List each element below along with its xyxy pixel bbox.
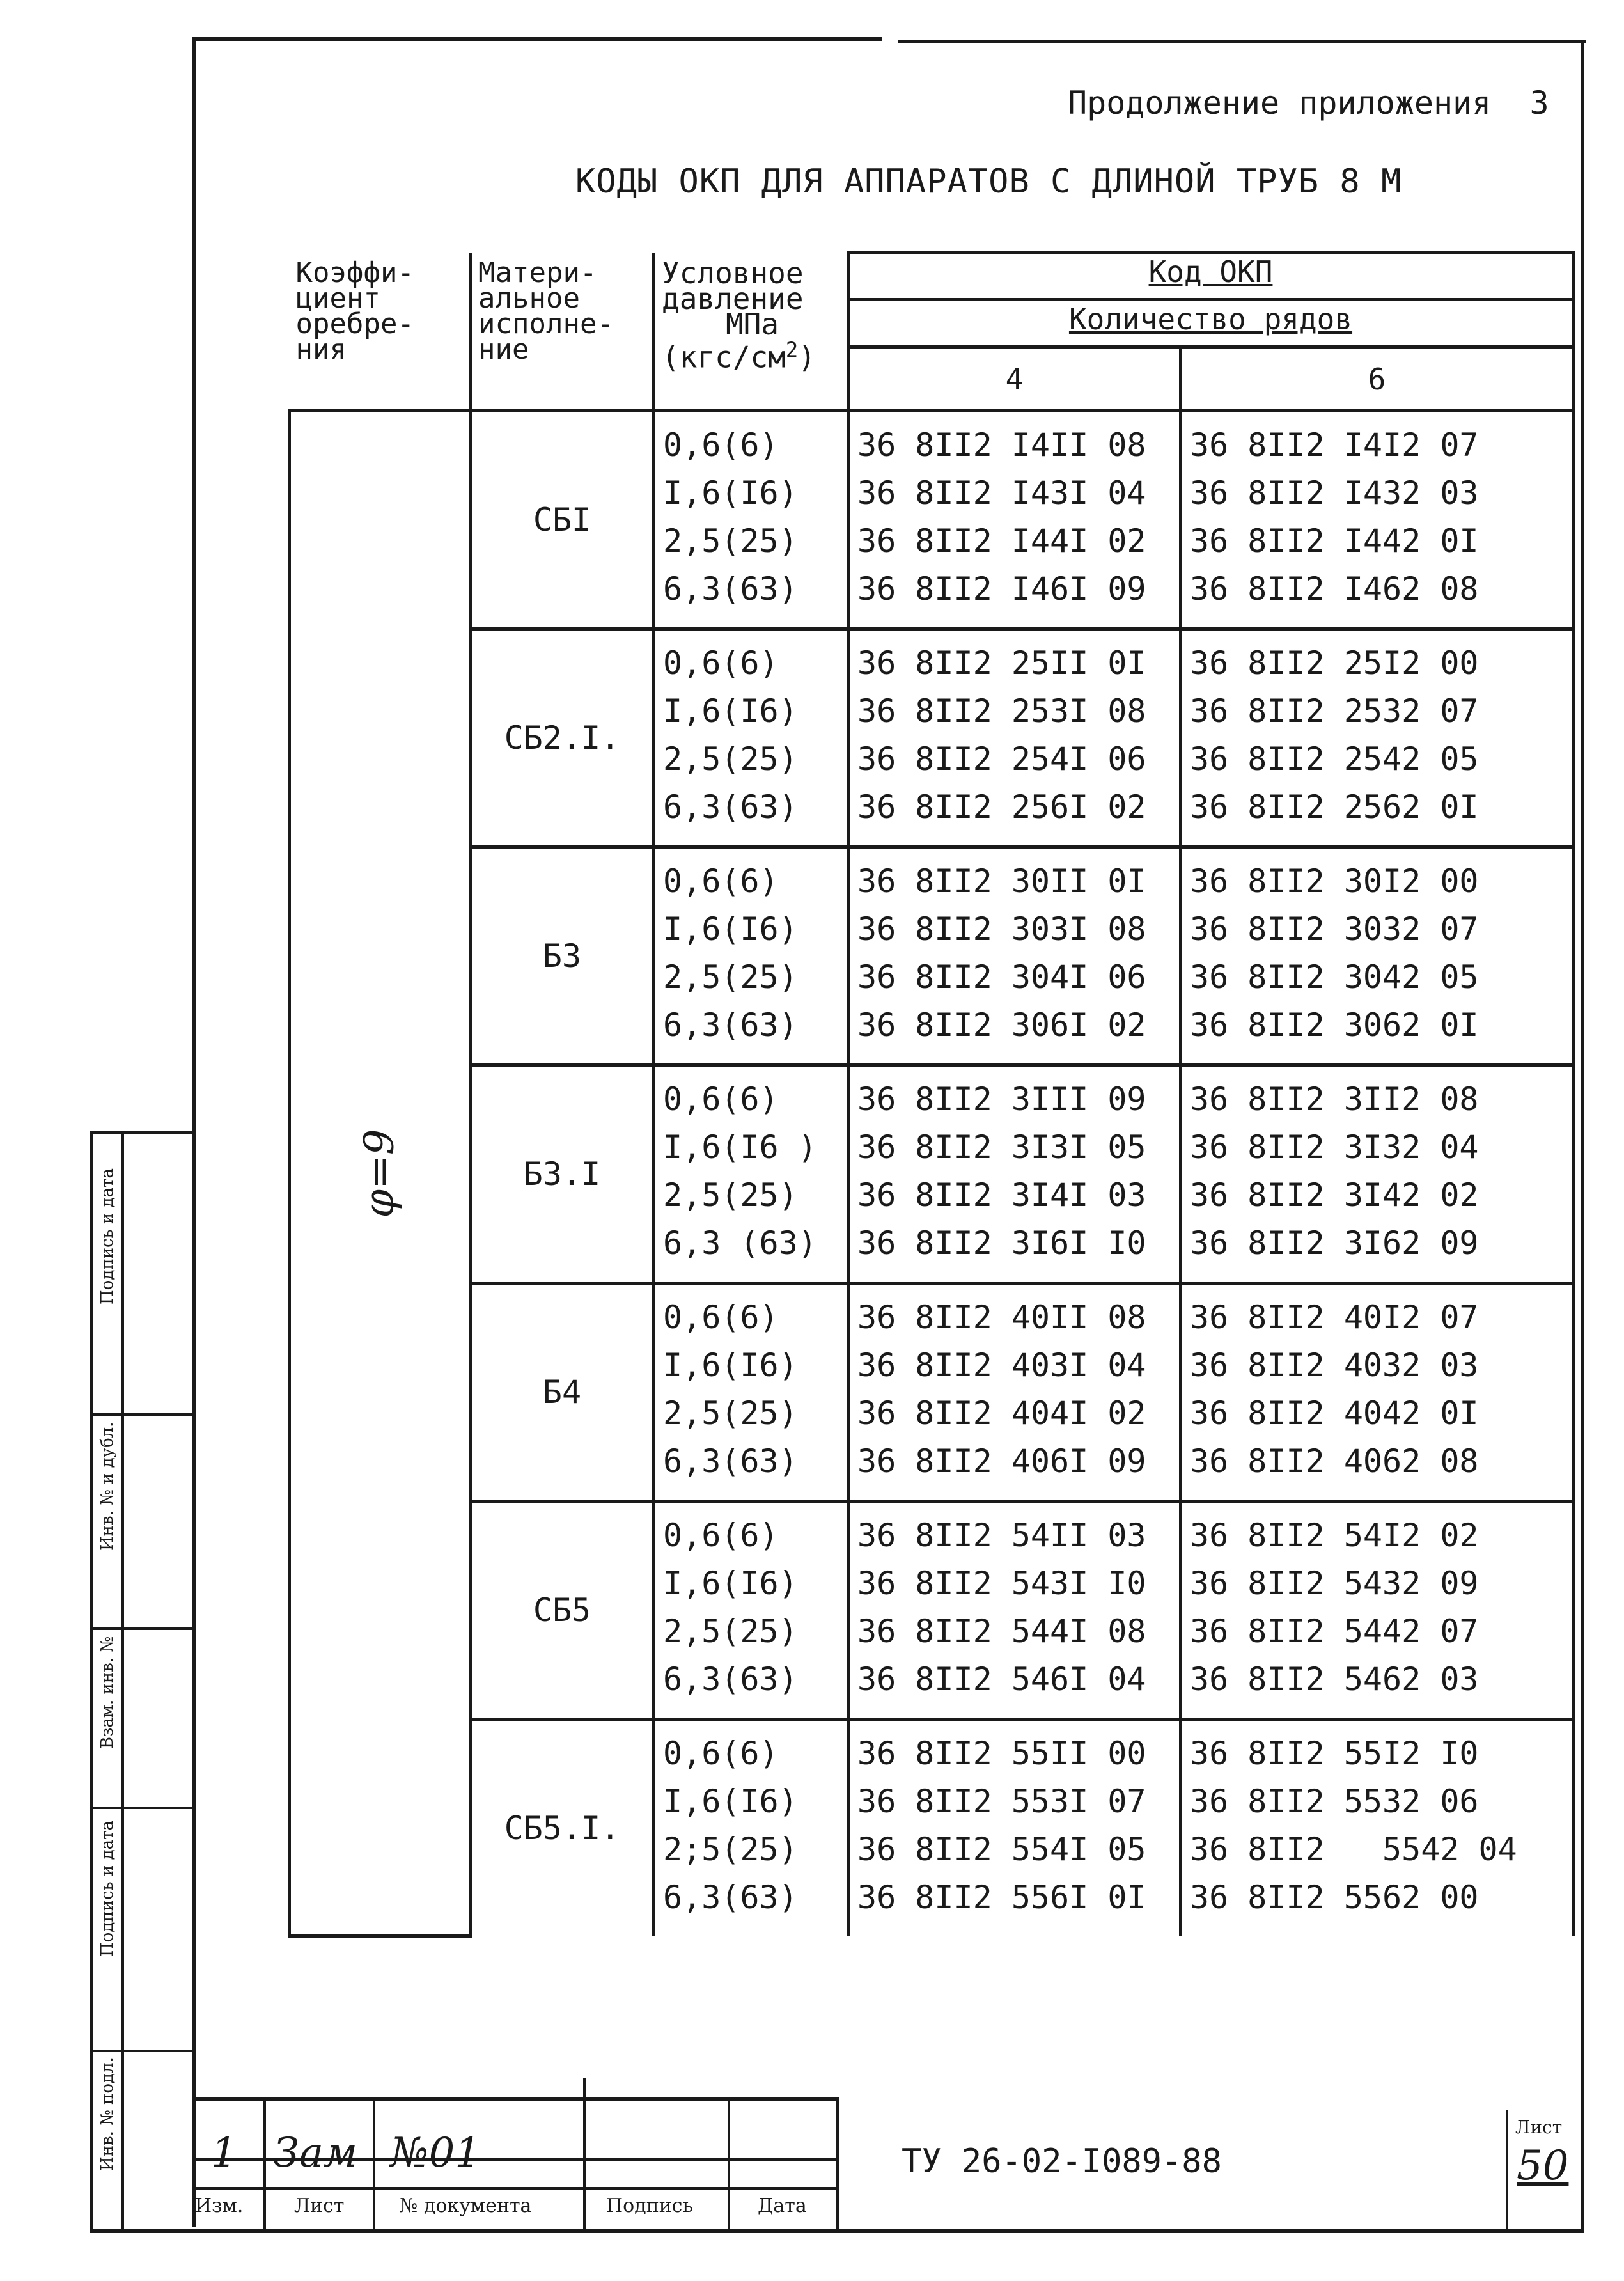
code-4-cell — [848, 1283, 1181, 1501]
okp-code-6: 36 8II2 3I42 02 — [1190, 1177, 1479, 1214]
col-header-pressure-line: давление — [662, 281, 804, 316]
col-header-material-line: Матери- — [478, 256, 597, 289]
okp-code-6: 36 8II2 I4I2 07 — [1190, 427, 1479, 464]
okp-code-4: 36 8II2 404I 02 — [857, 1395, 1146, 1432]
okp-code-6: 36 8II2 I462 08 — [1190, 570, 1479, 607]
code-4-cell — [848, 1501, 1181, 1720]
code-6-cell — [1181, 1501, 1573, 1720]
pressure-value: 2,5(25) — [663, 1613, 798, 1650]
col-header-material-line: ние — [478, 333, 529, 366]
stamp-change-number: 1 — [211, 2129, 237, 2177]
stamp-top-line — [192, 2097, 838, 2101]
okp-code-4: 36 8II2 I46I 09 — [857, 570, 1146, 607]
pressure-value: 0,6(6) — [663, 1081, 779, 1118]
okp-code-4: 36 8II2 I44I 02 — [857, 522, 1146, 560]
pressure-value: 0,6(6) — [663, 1735, 779, 1772]
okp-codes-table — [288, 251, 1575, 1938]
material-cell: СБ5.I. — [471, 1720, 654, 1936]
col-header-rows-count — [848, 300, 1573, 347]
okp-code-6: 36 8II2 55I2 I0 — [1190, 1735, 1479, 1772]
okp-code-4: 36 8II2 403I 04 — [857, 1347, 1146, 1384]
okp-code-6: 36 8II2 40I2 07 — [1190, 1299, 1479, 1336]
sheet-number: 50 — [1517, 2142, 1569, 2190]
stamp-col-3 — [583, 2078, 586, 2232]
stamp-col-5 — [836, 2097, 839, 2232]
col-header-material — [471, 253, 654, 411]
code-6-cell — [1181, 1720, 1573, 1936]
okp-code-4: 36 8II2 303I 08 — [857, 911, 1146, 948]
stamp-sheet-handwritten: Зам — [274, 2129, 358, 2177]
side-stamp-left-line — [90, 1132, 93, 2232]
okp-code-6: 36 8II2 4062 08 — [1190, 1443, 1479, 1480]
okp-code-4: 36 8II2 544I 08 — [857, 1613, 1146, 1650]
side-stamp-sep-2 — [90, 1627, 192, 1630]
okp-code-6: 36 8II2 2542 05 — [1190, 741, 1479, 778]
material-cell: Б3.I — [471, 1065, 654, 1283]
col-header-rows-count-text: Количество рядов — [1068, 302, 1353, 336]
sheet-label: Лист — [1515, 2117, 1563, 2138]
okp-code-4: 36 8II2 3I4I 03 — [857, 1177, 1146, 1214]
pressure-cell — [654, 1501, 848, 1720]
material-cell: Б4 — [471, 1283, 654, 1501]
code-6-cell — [1181, 1065, 1573, 1283]
coef-cell — [290, 411, 471, 1936]
okp-code-4: 36 8II2 406I 09 — [857, 1443, 1146, 1480]
code-4-cell — [848, 847, 1181, 1065]
pressure-value: 6,3(63) — [663, 1443, 798, 1480]
code-4-cell — [848, 629, 1181, 847]
frame-top-line-left — [192, 37, 882, 41]
stamp-row-line — [192, 2187, 838, 2190]
okp-code-4: 36 8II2 304I 06 — [857, 959, 1146, 996]
continuation-text: Продолжение приложения — [1068, 84, 1492, 121]
okp-code-6: 36 8II2 2532 07 — [1190, 693, 1479, 730]
stamp-col-1 — [263, 2097, 266, 2232]
col-header-material-line: исполне- — [478, 307, 614, 340]
okp-code-4: 36 8II2 55II 00 — [857, 1735, 1146, 1772]
side-stamp-divider — [121, 1132, 124, 2232]
pressure-cell — [654, 411, 848, 629]
col-header-rows-4: 4 — [848, 347, 1181, 411]
pressure-value: 6,3 (63) — [663, 1225, 817, 1262]
side-stamp-inv-dubl: Инв. № и дубл. — [98, 1422, 117, 1551]
okp-code-4: 36 8II2 306I 02 — [857, 1007, 1146, 1044]
side-stamp-sep-3 — [90, 1807, 192, 1809]
pressure-value: 6,3(63) — [663, 788, 798, 826]
material-cell: СБ5 — [471, 1501, 654, 1720]
okp-code-4: 36 8II2 554I 05 — [857, 1831, 1146, 1868]
okp-code-4: 36 8II2 256I 02 — [857, 788, 1146, 826]
okp-code-6: 36 8II2 3II2 08 — [1190, 1081, 1479, 1118]
pressure-value: 2,5(25) — [663, 959, 798, 996]
pressure-value: 0,6(6) — [663, 645, 779, 682]
code-6-cell — [1181, 1283, 1573, 1501]
table-row-group — [290, 1283, 1573, 1501]
okp-code-6: 36 8II2 3032 07 — [1190, 911, 1479, 948]
okp-code-4: 36 8II2 253I 08 — [857, 693, 1146, 730]
side-stamp-sep-1 — [90, 1413, 192, 1416]
frame-top-line-right — [898, 40, 1586, 43]
okp-code-6: 36 8II2 2562 0I — [1190, 788, 1479, 826]
pressure-value: I,6(I6) — [663, 1347, 798, 1384]
okp-code-4: 36 8II2 30II 0I — [857, 863, 1146, 900]
okp-code-6: 36 8II2 5442 07 — [1190, 1613, 1479, 1650]
col-header-coef-line: оребре- — [295, 307, 414, 340]
okp-code-6: 36 8II2 30I2 00 — [1190, 863, 1479, 900]
col-header-pressure-sup: 2 — [785, 337, 799, 362]
okp-code-6: 36 8II2 I442 0I — [1190, 522, 1479, 560]
col-header-okp-code — [848, 253, 1573, 300]
col-header-material-line: альное — [478, 281, 580, 315]
table-row-group — [290, 1501, 1573, 1720]
pressure-value: 2,5(25) — [663, 1177, 798, 1214]
pressure-cell — [654, 1720, 848, 1936]
pressure-value: 6,3(63) — [663, 1661, 798, 1698]
okp-code-4: 36 8II2 3I3I 05 — [857, 1129, 1146, 1166]
col-header-pressure — [654, 253, 848, 411]
okp-code-6: 36 8II2 3I32 04 — [1190, 1129, 1479, 1166]
okp-code-6: 36 8II2 25I2 00 — [1190, 645, 1479, 682]
appendix-number: 3 — [1529, 84, 1549, 121]
code-4-cell — [848, 1065, 1181, 1283]
col-header-pressure-kgf: (кгс/см — [662, 339, 786, 374]
pressure-cell — [654, 629, 848, 847]
material-cell: Б3 — [471, 847, 654, 1065]
pressure-cell — [654, 847, 848, 1065]
table-row-group — [290, 847, 1573, 1065]
okp-code-4: 36 8II2 254I 06 — [857, 741, 1146, 778]
okp-code-6: 36 8II2 3062 0I — [1190, 1007, 1479, 1044]
col-header-pressure-line: Условное — [662, 255, 804, 290]
code-6-cell — [1181, 847, 1573, 1065]
document-code: ТУ 26-02-I089-88 — [902, 2142, 1222, 2181]
pressure-value: 2,5(25) — [663, 741, 798, 778]
pressure-value: 6,3(63) — [663, 1879, 798, 1916]
okp-code-4: 36 8II2 3I6I I0 — [857, 1225, 1146, 1262]
col-header-pressure-unit: МПа — [725, 306, 779, 341]
pressure-value: 2,5(25) — [663, 522, 798, 560]
pressure-value: 6,3(63) — [663, 1007, 798, 1044]
code-6-cell — [1181, 629, 1573, 847]
okp-code-4: 36 8II2 553I 07 — [857, 1783, 1146, 1820]
okp-code-4: 36 8II2 54II 03 — [857, 1517, 1146, 1554]
okp-code-6: 36 8II2 3I62 09 — [1190, 1225, 1479, 1262]
okp-code-6: 36 8II2 4032 03 — [1190, 1347, 1479, 1384]
okp-code-6: 36 8II2 5532 06 — [1190, 1783, 1479, 1820]
okp-code-6: 36 8II2 54I2 02 — [1190, 1517, 1479, 1554]
stamp-col-4 — [728, 2097, 730, 2232]
okp-code-6: 36 8II2 5562 00 — [1190, 1879, 1479, 1916]
okp-code-6: 36 8II2 5432 09 — [1190, 1565, 1479, 1602]
stamp-sheet-divider — [1506, 2110, 1508, 2232]
pressure-value: I,6(I6) — [663, 693, 798, 730]
code-6-cell — [1181, 411, 1573, 629]
okp-code-6: 36 8II2 3042 05 — [1190, 959, 1479, 996]
stamp-label-list: Лист — [294, 2195, 345, 2217]
okp-code-4: 36 8II2 546I 04 — [857, 1661, 1146, 1698]
table-row-group — [290, 411, 1573, 629]
col-header-pressure-units-kgf — [662, 337, 843, 374]
col-header-coef-line: циент — [295, 281, 380, 315]
pressure-value: 6,3(63) — [663, 570, 798, 607]
col-header-rows-6: 6 — [1181, 347, 1573, 411]
okp-code-6: 36 8II2 I432 03 — [1190, 474, 1479, 512]
table-row-group — [290, 1065, 1573, 1283]
side-stamp-sep-4 — [90, 2050, 192, 2052]
frame-right-line — [1581, 40, 1584, 2233]
stamp-col-2 — [373, 2097, 375, 2232]
pressure-value: 0,6(6) — [663, 1299, 779, 1336]
side-stamp-inv-podl: Инв. № подл. — [98, 2057, 117, 2171]
okp-code-4: 36 8II2 40II 08 — [857, 1299, 1146, 1336]
col-header-okp-code-text: Код ОКП — [1148, 255, 1273, 289]
okp-code-4: 36 8II2 3III 09 — [857, 1081, 1146, 1118]
okp-code-6: 36 8II2 5542 04 — [1190, 1831, 1517, 1868]
side-stamp-signature-date-1: Подпись и дата — [98, 1168, 117, 1305]
pressure-value: I,6(I6) — [663, 474, 798, 512]
pressure-value: I,6(I6 ) — [663, 1129, 817, 1166]
code-4-cell — [848, 411, 1181, 629]
stamp-label-date: Дата — [758, 2195, 807, 2217]
stamp-label-izm: Изм. — [195, 2195, 244, 2217]
side-stamp-vzam-inv: Взам. инв. № — [98, 1636, 117, 1749]
coef-value: φ=9 — [356, 1129, 403, 1218]
pressure-value: 0,6(6) — [663, 427, 779, 464]
okp-code-6: 36 8II2 4042 0I — [1190, 1395, 1479, 1432]
side-stamp-signature-date-2: Подпись и дата — [98, 1821, 117, 1957]
code-4-cell — [848, 1720, 1181, 1936]
pressure-value: I,6(I6) — [663, 1783, 798, 1820]
stamp-doc-handwritten: №01 — [390, 2129, 481, 2177]
pressure-value: 2;5(25) — [663, 1831, 798, 1868]
continuation-heading — [1068, 84, 1549, 121]
okp-code-4: 36 8II2 25II 0I — [857, 645, 1146, 682]
pressure-value: 0,6(6) — [663, 863, 779, 900]
material-cell: СБ2.I. — [471, 629, 654, 847]
okp-code-4: 36 8II2 I43I 04 — [857, 474, 1146, 512]
pressure-value: 2,5(25) — [663, 1395, 798, 1432]
okp-code-6: 36 8II2 5462 03 — [1190, 1661, 1479, 1698]
table-row-group — [290, 629, 1573, 847]
page-title: КОДЫ ОКП ДЛЯ АППАРАТОВ С ДЛИНОЙ ТРУБ 8 М — [575, 162, 1402, 201]
stamp-label-doc: № документа — [400, 2195, 532, 2217]
pressure-value: I,6(I6) — [663, 911, 798, 948]
col-header-coef-line: ния — [295, 333, 347, 366]
stamp-label-signature: Подпись — [606, 2195, 693, 2217]
pressure-value: I,6(I6) — [663, 1565, 798, 1602]
pressure-cell — [654, 1065, 848, 1283]
okp-code-4: 36 8II2 543I I0 — [857, 1565, 1146, 1602]
material-cell: СБI — [471, 411, 654, 629]
col-header-pressure-close: ) — [798, 339, 816, 374]
col-header-coef — [290, 253, 471, 411]
table-row-group — [290, 1720, 1573, 1936]
okp-code-4: 36 8II2 I4II 08 — [857, 427, 1146, 464]
pressure-value: 0,6(6) — [663, 1517, 779, 1554]
side-stamp-top-line — [90, 1131, 195, 1134]
okp-code-4: 36 8II2 556I 0I — [857, 1879, 1146, 1916]
pressure-cell — [654, 1283, 848, 1501]
col-header-coef-line: Коэффи- — [295, 256, 414, 289]
